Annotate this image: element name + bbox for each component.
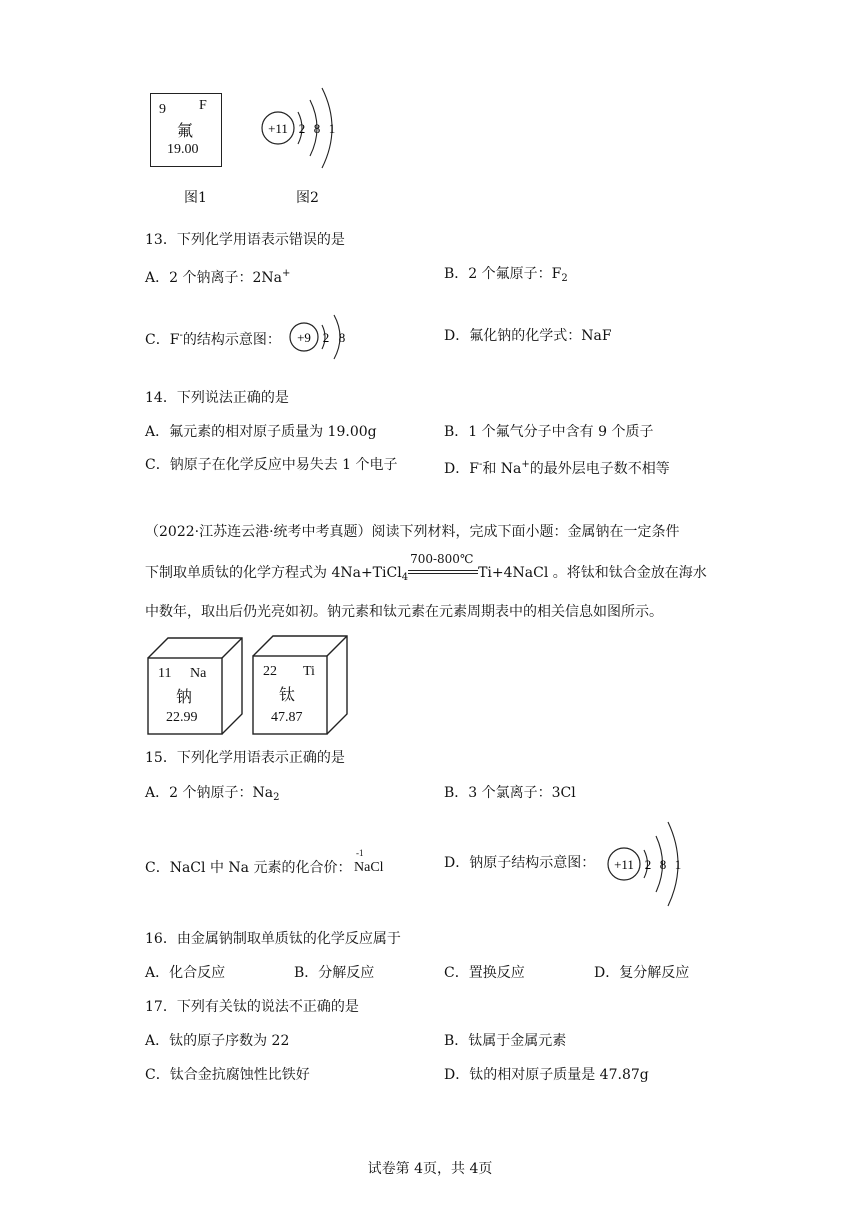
- nucleus-label: +11: [268, 121, 288, 136]
- q16-option-b: B．分解反应: [294, 965, 375, 981]
- option-text: D．F: [444, 461, 479, 477]
- element-symbol: Na: [190, 666, 207, 681]
- q16-stem: 16．由金属钠制取单质钛的化学反应属于: [145, 931, 401, 947]
- q16-option-c: C．置换反应: [444, 965, 525, 981]
- na-element-cell: [148, 658, 220, 732]
- subscript: 4: [401, 572, 409, 583]
- q17-option-d: D．钛的相对原子质量是 47.87g: [444, 1067, 649, 1083]
- passage-line-3: 中数年，取出后仍光亮如初。钠元素和钛元素在元素周期表中的相关信息如图所示。: [145, 604, 663, 620]
- valence-formula: [354, 860, 384, 876]
- shell-1-count: 2: [644, 857, 652, 872]
- superscript: +: [521, 459, 530, 470]
- option-text: 的结构示意图：: [182, 332, 281, 348]
- equals-line-bottom: [408, 573, 478, 574]
- passage-line-2: [145, 552, 707, 588]
- fluoride-ion-diagram: [286, 303, 366, 371]
- equation-text: Ti+4NaCl 。将钛和钛合金放在海水: [478, 565, 707, 581]
- option-text: A．2 个钠离子：2Na: [145, 270, 282, 286]
- element-symbol: Ti: [303, 664, 315, 679]
- q17-option-c: C．钛合金抗腐蚀性比铁好: [145, 1067, 310, 1083]
- element-name: 钠: [176, 689, 193, 706]
- q14-option-b: B．1 个氟气分子中含有 9 个质子: [444, 424, 654, 440]
- sodium-atom-diagram-q15: [604, 810, 700, 918]
- reaction-condition: [408, 552, 478, 583]
- option-text: C．NaCl 中 Na 元素的化合价：: [145, 860, 352, 876]
- option-text: B．2 个氟原子：F: [444, 266, 562, 282]
- formula-rest: aCl: [364, 860, 384, 875]
- q14-option-a: A．氟元素的相对原子质量为 19.00g: [145, 424, 377, 440]
- subscript: 2: [273, 792, 280, 803]
- element-name: 氟: [177, 123, 194, 140]
- figure-caption-2: 图2: [296, 190, 319, 206]
- q17-option-a: A．钛的原子序数为 22: [145, 1033, 290, 1049]
- figure-caption-1: 图1: [184, 190, 207, 206]
- element-symbol: F: [199, 98, 207, 113]
- page-footer: 试卷第 4页，共 4页: [367, 1161, 493, 1177]
- q16-option-d: D．复分解反应: [594, 965, 690, 981]
- q15-option-d: D．钠原子结构示意图：: [444, 855, 596, 871]
- equation-text: 下制取单质钛的化学方程式为 4Na+TiCl: [145, 565, 402, 581]
- formula-n: N: [354, 860, 365, 875]
- sodium-atom-diagram-top: [258, 72, 358, 184]
- ti-element-cell: [253, 658, 325, 732]
- shell-2-count: 8: [313, 121, 321, 136]
- q13-option-b: [444, 264, 568, 289]
- superscript: -: [179, 330, 183, 341]
- option-text: 的最外层电子数不相等: [529, 461, 670, 477]
- shell-3-count: 1: [328, 121, 336, 136]
- q14-option-c: C．钠原子在化学反应中易失去 1 个电子: [145, 457, 398, 473]
- fluorine-element-cell: [150, 93, 222, 167]
- element-mass: 19.00: [167, 142, 199, 157]
- element-mass: 22.99: [166, 710, 198, 725]
- element-number: 9: [159, 102, 166, 117]
- element-name: 钛: [279, 687, 296, 704]
- q17-option-b: B．钛属于金属元素: [444, 1033, 567, 1049]
- q17-stem: 17．下列有关钛的说法不正确的是: [145, 999, 359, 1015]
- q16-option-a: A．化合反应: [145, 965, 226, 981]
- superscript: +: [281, 268, 291, 279]
- q15-stem: 15．下列化学用语表示正确的是: [145, 750, 345, 766]
- element-number: 11: [158, 666, 172, 681]
- superscript: -: [478, 459, 483, 470]
- shell-1-count: 2: [298, 121, 306, 136]
- q14-option-d: [444, 455, 670, 479]
- nucleus-label: +9: [297, 330, 311, 345]
- element-mass: 47.87: [271, 710, 303, 725]
- nucleus-label: +11: [614, 857, 634, 872]
- q13-option-c: [145, 326, 281, 350]
- subscript: 2: [561, 273, 568, 284]
- q13-option-d: D．氟化钠的化学式：NaF: [444, 328, 612, 344]
- equals-line-top: [408, 570, 478, 571]
- valence-number: -1: [356, 848, 364, 858]
- q15-option-c: [145, 858, 351, 878]
- q15-option-b: B．3 个氯离子：3Cl: [444, 785, 576, 801]
- shell-3-count: 1: [674, 857, 682, 872]
- passage-line-1: （2022·江苏连云港·统考中考真题）阅读下列材料，完成下面小题：金属钠在一定条件: [145, 524, 680, 540]
- element-number: 22: [263, 664, 277, 679]
- option-text: A．2 个钠原子：Na: [145, 785, 274, 801]
- option-text: 和 Na: [482, 461, 522, 477]
- q13-option-a: [145, 264, 290, 288]
- shell-2-count: 8: [659, 857, 667, 872]
- q13-stem: 13．下列化学用语表示错误的是: [145, 232, 345, 248]
- q15-option-a: [145, 783, 279, 808]
- q14-stem: 14．下列说法正确的是: [145, 390, 289, 406]
- shell-2-count: 8: [338, 330, 346, 345]
- shell-1-count: 2: [322, 330, 330, 345]
- option-text: C．F: [145, 332, 180, 348]
- condition-text: 700-800℃: [410, 552, 474, 566]
